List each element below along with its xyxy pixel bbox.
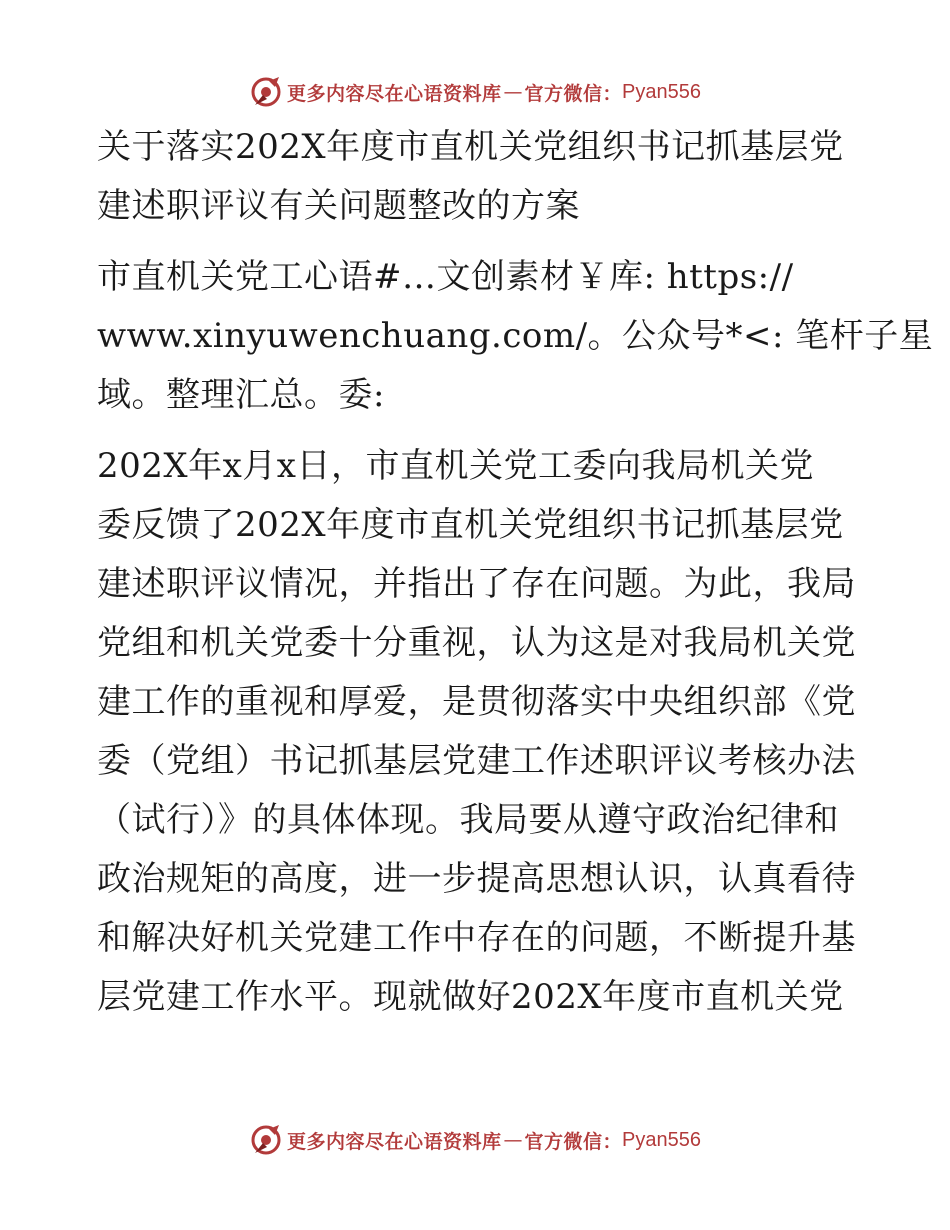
watermark-separator: —	[503, 81, 523, 103]
pen-circle-logo-icon	[249, 75, 283, 109]
paragraph-line: 政治规矩的高度，进一步提高思想认识，认真看待	[97, 859, 856, 899]
watermark-suffix: 官方微信：	[524, 1130, 623, 1153]
paragraph-line: 和解决好机关党建工作中存在的问题，不断提升基	[97, 918, 856, 958]
watermark-suffix: 官方微信：	[524, 82, 623, 105]
paragraph-line: （试行）》的具体体现。我局要从遵守政治纪律和	[97, 800, 839, 840]
footer-watermark	[0, 1120, 950, 1160]
watermark-handle: Pyan556	[622, 1128, 701, 1151]
paragraph-line: 建述职评议情况，并指出了存在问题。为此，我局	[97, 564, 856, 604]
paragraph-line: 党组和机关党委十分重视，认为这是对我局机关党	[97, 623, 856, 663]
source-note	[97, 248, 934, 425]
paragraph-line: 委（党组）书记抓基层党建工作述职评议考核办法	[97, 741, 856, 781]
title-line: 建述职评议有关问题整改的方案	[97, 186, 580, 226]
title-line: 关于落实202X年度市直机关党组织书记抓基层党	[97, 127, 844, 167]
body-paragraph	[97, 437, 857, 1027]
header-watermark	[0, 72, 950, 112]
source-line: www.xinyuwenchuang.com/。公众号*<: 笔杆子星	[97, 316, 934, 356]
paragraph-line: 层党建工作水平。现就做好202X年度市直机关党	[97, 977, 844, 1017]
watermark-separator: —	[503, 1129, 523, 1151]
document-title	[97, 118, 857, 236]
paragraph-line: 202X年x月x日，市直机关党工委向我局机关党	[97, 446, 814, 486]
source-line: 域。整理汇总。委:	[97, 375, 385, 415]
watermark-text: 更多内容尽在心语资料库	[287, 1130, 502, 1153]
pen-circle-logo-icon	[249, 1123, 283, 1157]
paragraph-line: 委反馈了202X年度市直机关党组织书记抓基层党	[97, 505, 844, 545]
watermark-text: 更多内容尽在心语资料库	[287, 82, 502, 105]
paragraph-line: 建工作的重视和厚爱，是贯彻落实中央组织部《党	[97, 682, 856, 722]
watermark-handle: Pyan556	[622, 80, 701, 103]
document-body	[97, 118, 934, 1027]
source-line: 市直机关党工心语#…文创素材￥库: https://	[97, 257, 794, 297]
